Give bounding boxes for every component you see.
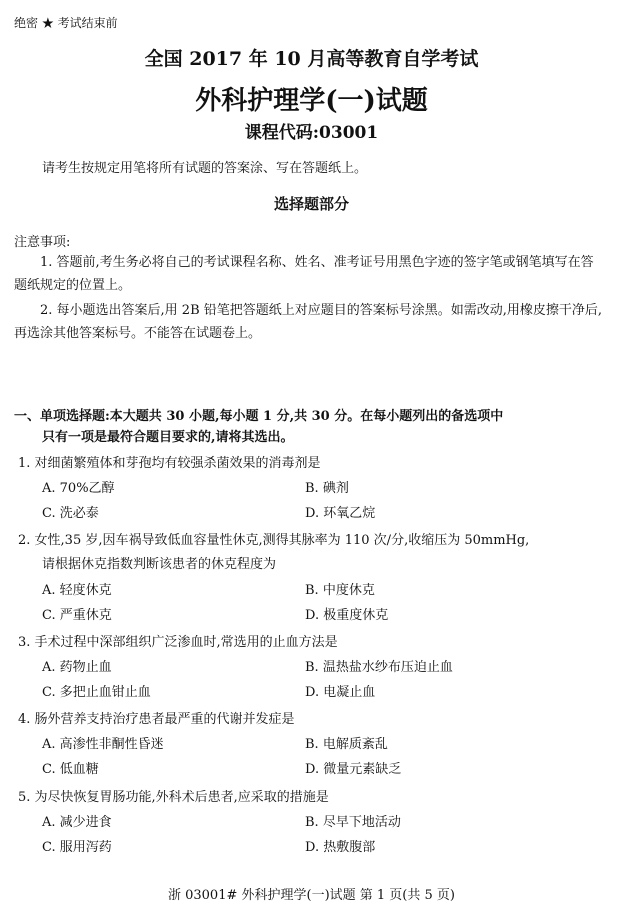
option-d: D. 热敷腹部 (305, 840, 376, 855)
option-d: D. 微量元素缺乏 (305, 762, 402, 777)
option-a: A. 减少进食 (42, 815, 112, 830)
option-c: C. 服用泻药 (42, 840, 112, 855)
section-heading (14, 406, 604, 448)
option-b: B. 电解质紊乱 (305, 737, 388, 752)
option-d: D. 环氧乙烷 (305, 506, 376, 521)
option-c: C. 多把止血钳止血 (42, 685, 151, 700)
part-title: 选择题部分 (273, 195, 349, 213)
option-c: C. 低血糖 (42, 762, 99, 777)
exam-title: 全国 2017 年 10 月高等教育自学考试 (144, 48, 479, 70)
option-d: D. 极重度休克 (305, 608, 389, 623)
notice-item-1: 1. 答题前,考生务必将自己的考试课程名称、姓名、准考证号用黑色字迹的签字笔或钢笔填写在答题纸规定的位置上。 (14, 255, 594, 293)
section-heading-line-1: 一、单项选择题:本大题共 30 小题,每小题 1 分,共 30 分。在每小题列出的备选项中 (14, 409, 504, 424)
option-c: C. 严重休克 (42, 608, 112, 623)
course-code: 课程代码:03001 (244, 123, 379, 143)
option-a: A. 药物止血 (42, 660, 112, 675)
option-b: B. 尽早下地活动 (305, 815, 401, 830)
option-a: A. 高渗性非酮性昏迷 (42, 737, 164, 752)
question-stem: 4. 肠外营养支持治疗患者最严重的代谢并发症是 (18, 712, 295, 727)
option-d: D. 电凝止血 (305, 685, 376, 700)
option-a: A. 轻度休克 (42, 583, 112, 598)
option-b: B. 碘剂 (305, 481, 349, 496)
page-footer: 浙 03001# 外科护理学(一)试题 第 1 页(共 5 页) (167, 888, 455, 903)
option-c: C. 洗必泰 (42, 506, 99, 521)
notice-heading: 注意事项: (14, 235, 71, 250)
question-stem: 5. 为尽快恢复胃肠功能,外科术后患者,应采取的措施是 (18, 790, 329, 805)
question-stem: 1. 对细菌繁殖体和芽孢均有较强杀菌效果的消毒剂是 (18, 456, 321, 471)
notice-item-2: 2. 每小题选出答案后,用 2B 铅笔把答题纸上对应题目的答案标号涂黑。如需改动,用橡皮擦干净后,再选涂其他答案标号。不能答在试题卷上。 (14, 303, 603, 341)
question-stem-continued: 请根据休克指数判断该患者的休克程度为 (42, 557, 277, 572)
section-heading-line-2: 只有一项是最符合题目要求的,请将其选出。 (42, 430, 294, 445)
secret-mark: 绝密 ★ 考试结束前 (14, 16, 118, 30)
option-b: B. 温热盐水纱布压迫止血 (305, 660, 453, 675)
option-b: B. 中度休克 (305, 583, 375, 598)
question-stem: 2. 女性,35 岁,因车祸导致低血容量性休克,测得其脉率为 110 次/分,收缩压为 50mmHg, (18, 533, 530, 548)
question-stem: 3. 手术过程中深部组织广泛渗血时,常选用的止血方法是 (18, 635, 338, 650)
option-a: A. 70%乙醇 (42, 481, 115, 496)
intro-instruction: 请考生按规定用笔将所有试题的答案涂、写在答题纸上。 (42, 161, 368, 176)
subject-title: 外科护理学(一)试题 (195, 86, 428, 116)
